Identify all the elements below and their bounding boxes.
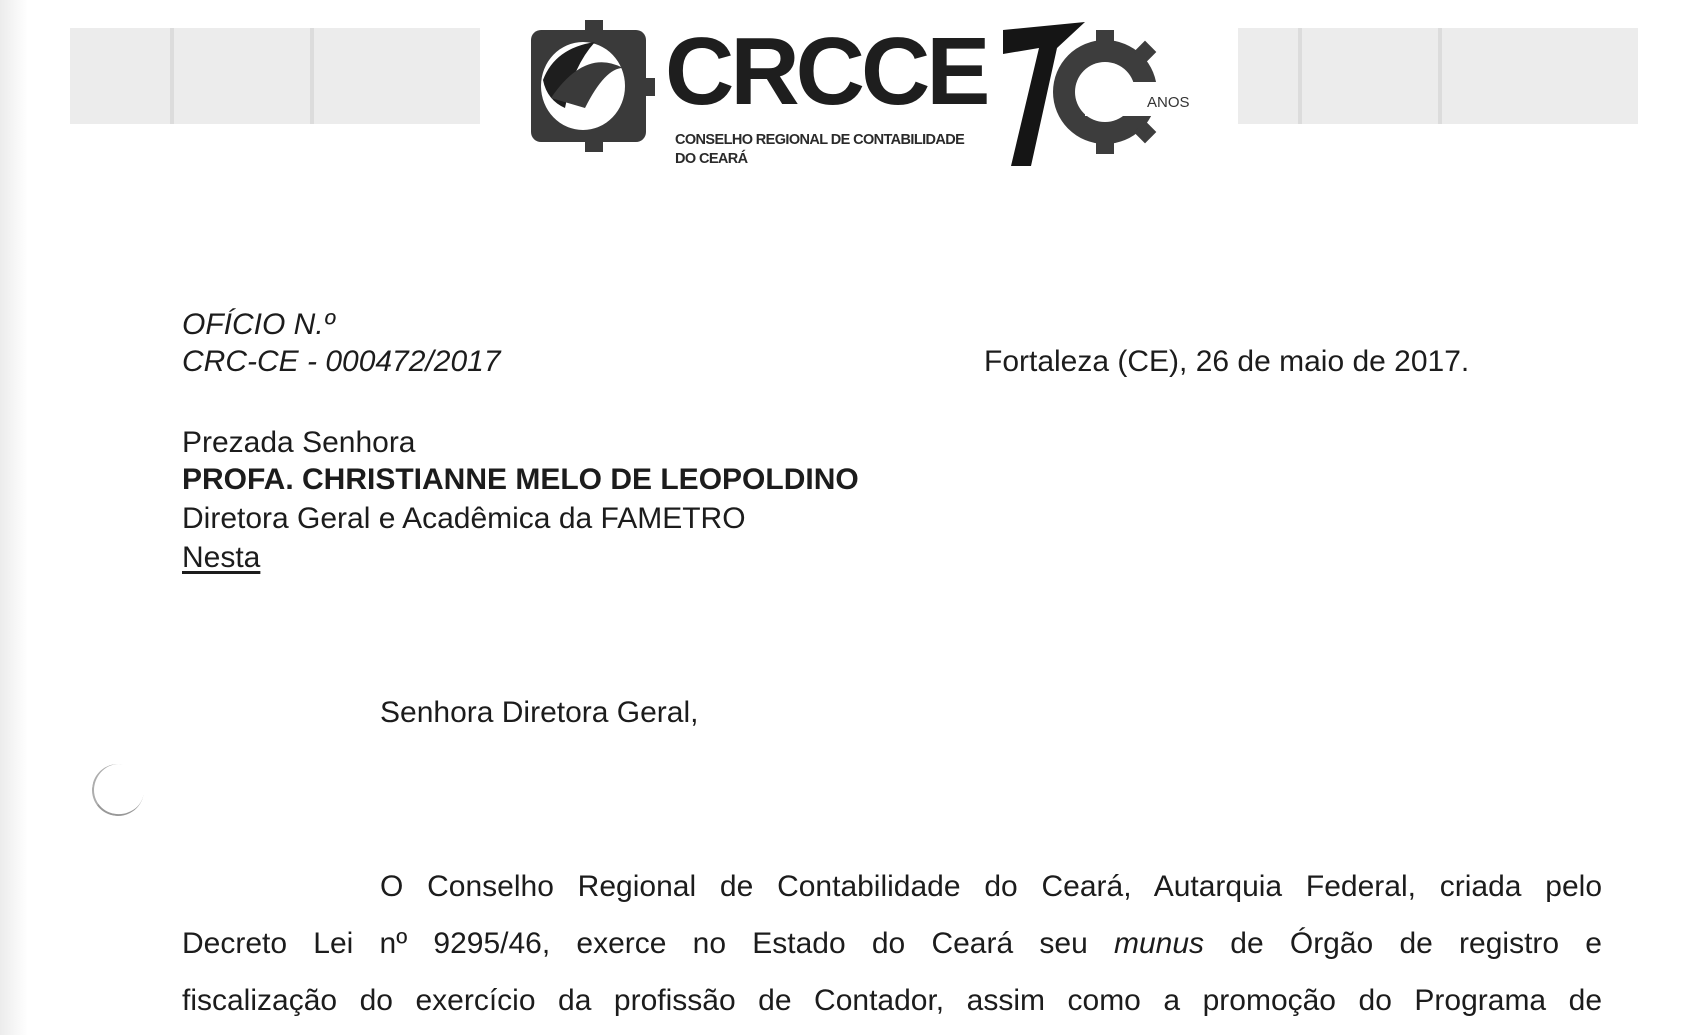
munus-term: munus [1113, 927, 1205, 960]
recipient-salutation: Prezada Senhora [182, 426, 416, 459]
body-line-1: O Conselho Regional de Contabilidade do Ceará, Autarquia Federal, criada pelo [380, 870, 1602, 903]
letterhead-band-left [70, 28, 480, 124]
logo-subtitle: CONSELHO REGIONAL DE CONTABILIDADE DO CEARÁ [675, 132, 965, 167]
logo-wordmark: CRCCE [665, 18, 987, 125]
place-and-date: Fortaleza (CE), 26 de maio de 2017. [984, 345, 1470, 378]
crcce-logo [525, 8, 1205, 168]
seventy-years-gear-icon [1003, 22, 1165, 166]
oficio-number: CRC-CE - 000472/2017 [182, 345, 501, 378]
oficio-label: OFÍCIO N.º [182, 308, 335, 341]
recipient-location: Nesta [182, 541, 261, 574]
recipient-name: PROFA. CHRISTIANNE MELO DE LEOPOLDINO [182, 463, 859, 496]
letterhead-band-right [1238, 28, 1638, 124]
body-line-2: Decreto Lei nº 9295/46, exerce no Estado do Ceará seu munus de Órgão de registro e [182, 927, 1602, 960]
logo-anos-label: ANOS [1147, 94, 1190, 111]
scan-artifact-mark [88, 760, 148, 820]
letter-greeting: Senhora Diretora Geral, [380, 696, 699, 729]
scan-edge-shadow [0, 0, 28, 1035]
recipient-title: Diretora Geral e Acadêmica da FAMETRO [182, 502, 746, 535]
body-line-3: fiscalização do exercício da profissão de Contador, assim como a promoção do Programa de [182, 984, 1602, 1017]
gear-emblem-icon [531, 20, 655, 152]
